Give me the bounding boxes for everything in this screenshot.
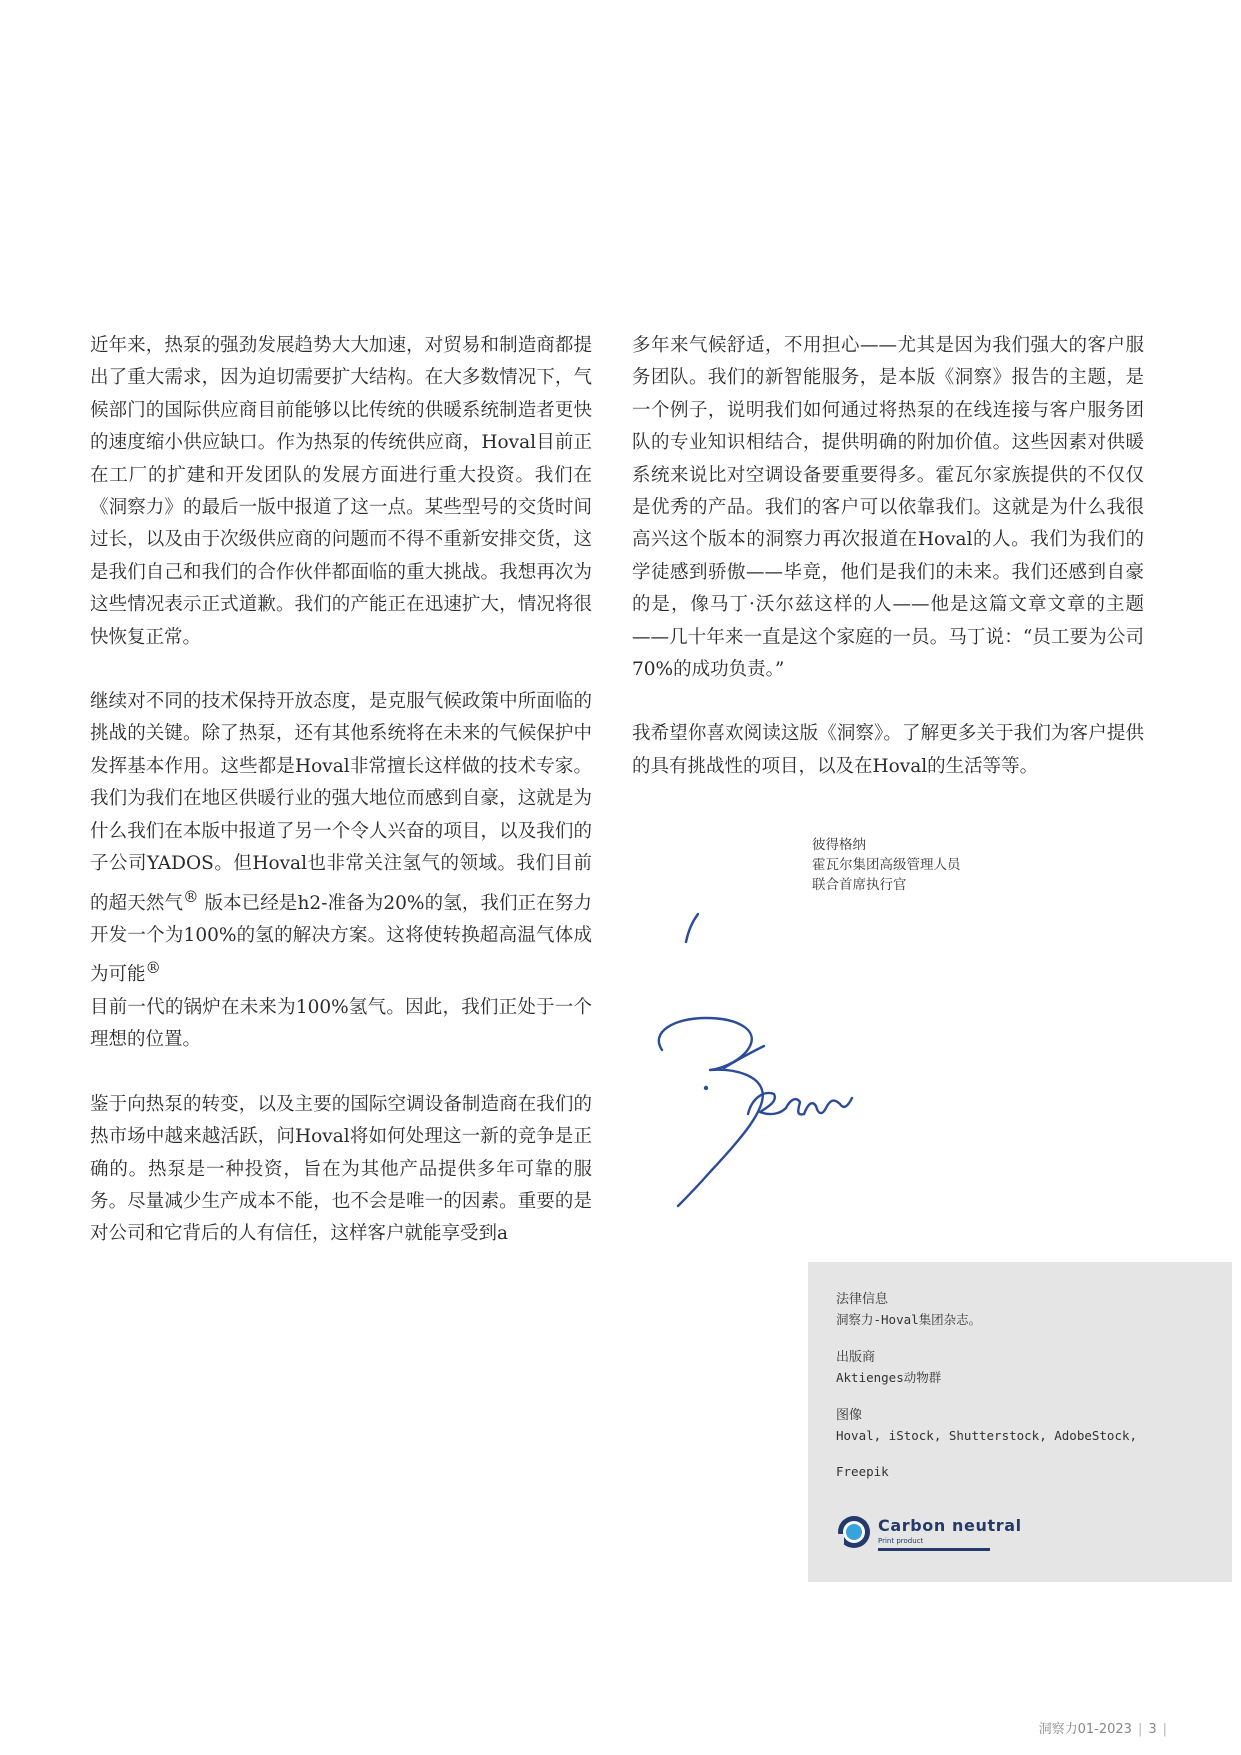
signer-name: 彼得格纳 [812, 837, 866, 853]
paragraph-closing: 我希望你喜欢阅读这版《洞察》。了解更多关于我们为客户提供的具有挑战性的项目，以及在Hoval的生活等等。 [632, 723, 1144, 777]
signer-role: 霍瓦尔集团高级管理人员 [812, 857, 961, 873]
carbon-neutral-badge [836, 1512, 1026, 1556]
image-credits: Hoval, iStock, Shutterstock, AdobeStock, [836, 1428, 1138, 1443]
carbon-neutral-title: Carbon neutral [878, 1516, 1022, 1535]
paragraph-technology-openness [90, 686, 592, 1057]
signer-block [812, 835, 961, 895]
carbon-neutral-underline [878, 1548, 990, 1551]
legal-group-images [836, 1406, 1216, 1482]
page-number: 3 [1148, 1722, 1157, 1737]
footer-separator: | [1137, 1722, 1143, 1737]
paragraph-heat-pump-trend: 近年来，热泵的强劲发展趋势大大加速，对贸易和制造商都提出了重大需求，因为迫切需要扩大结构。在大多数情况下，气候部门的国际供应商目前能够以比传统的供暖系统制造者更快的速度缩小供应缺口。作为热泵的传统供应商，Hoval目前正在工厂的扩建和开发团队的发展方面进行重大投资。我们在《洞察力》的最后一版中报道了这一点。某些型号的交货时间过长，以及由于次级供应商的问题而不得不重新安排交货，这是我们自己和我们的合作伙伴都面临的重大挑战。我想再次为这些情况表示正式道歉。我们的产能正在迅速扩大，情况将很快恢复正常。 [90, 335, 592, 648]
article-right-column [632, 330, 1144, 815]
registered-mark: ® [183, 887, 199, 906]
carbon-neutral-subtitle: Print product [878, 1537, 924, 1545]
article-left-column [90, 330, 592, 1283]
legal-heading: 法律信息 [836, 1292, 889, 1307]
footer-magazine: 洞察力01-2023 [1038, 1722, 1132, 1737]
paragraph-customer-service: 多年来气候舒适，不用担心——尤其是因为我们强大的客户服务团队。我们的新智能服务，是本版《洞察》报告的主题，是一个例子，说明我们如何通过将热泵的在线连接与客户服务团队的专业知识相结合，提供明确的附加价值。这些因素对供暖系统来说比对空调设备要重要得多。霍瓦尔家族提供的不仅仅是优秀的产品。我们的客户可以依靠我们。这就是为什么我很高兴这个版本的洞察力再次报道在Hoval的人。我们为我们的学徒感到骄傲——毕竟，他们是我们的未来。我们还感到自豪的是，像马丁·沃尔兹这样的人——他是这篇文章文章的主题——几十年来一直是这个家庭的一员。马丁说：“员工要为公司70%的成功负责。” [632, 335, 1144, 681]
publisher-name: Aktienges动物群 [836, 1370, 942, 1385]
paragraph-competition: 鉴于向热泵的转变，以及主要的国际空调设备制造商在我们的热市场中越来越活跃，问Hoval将如何处理这一新的竞争是正确的。热泵是一种投资，旨在为其他产品提供多年可靠的服务。尽量减少生产成本不能，也不会是唯一的因素。重要的是对公司和它背后的人有信任，这样客户就能享受到a [90, 1093, 592, 1245]
image-credits-extra: Freepik [836, 1464, 889, 1479]
paragraph-text: 版本已经是h2-准备为20%的氢，我们正在努力开发一个为100%的氢的解决方案。这将使转换超高温气体成为可能 [90, 892, 592, 986]
images-label: 图像 [836, 1408, 863, 1423]
paragraph-text: 目前一代的锅炉在未来为100%氢气。因此，我们正处于一个理想的位置。 [90, 997, 592, 1051]
paragraph-text: 继续对不同的技术保持开放态度，是克服气候政策中所面临的挑战的关键。除了热泵，还有其他系统将在未来的气候保护中发挥基本作用。这些都是Hoval非常擅长这样做的技术专家。我们为我们在地区供暖行业的强大地位而感到自豪，这就是为什么我们在本版中报道了另一个令人兴奋的项目，以及我们的子公司YADOS。但Hoval也非常关注氢气的领域。我们目前的超天然气 [90, 691, 592, 914]
legal-info-box [808, 1262, 1232, 1582]
registered-mark: ® [145, 959, 161, 978]
handwritten-signature [640, 900, 880, 1220]
legal-group-publisher [836, 1348, 1216, 1388]
publisher-label: 出版商 [836, 1350, 876, 1365]
signer-title: 联合首席执行官 [812, 877, 907, 893]
carbon-neutral-logo-icon [836, 1514, 872, 1550]
footer-separator: | [1162, 1722, 1167, 1737]
legal-group-magazine [836, 1290, 1216, 1330]
page-footer [1039, 1718, 1173, 1737]
magazine-name: 洞察力-Hoval集团杂志。 [836, 1312, 982, 1327]
